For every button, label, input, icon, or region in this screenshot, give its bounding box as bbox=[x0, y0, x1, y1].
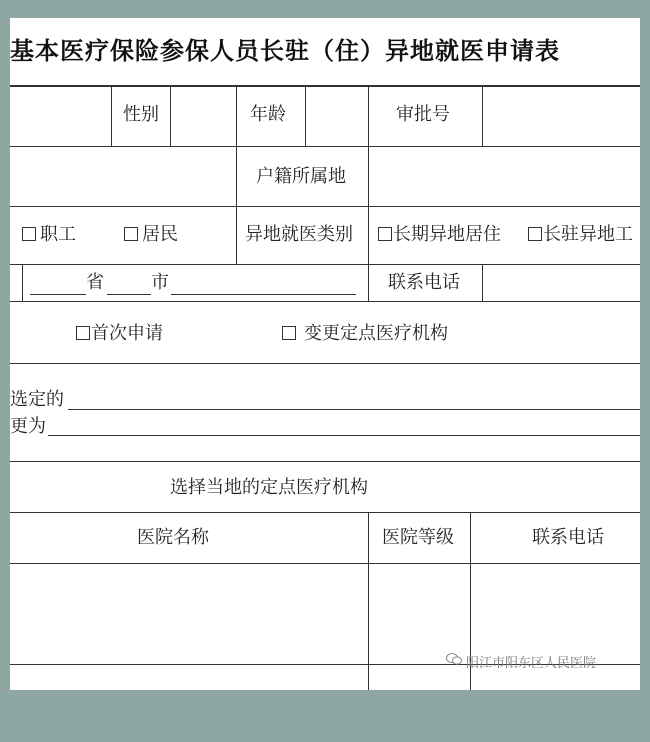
phone-label: 联系电话 bbox=[388, 272, 460, 293]
rule bbox=[482, 85, 483, 146]
change-to-blank[interactable] bbox=[48, 435, 640, 436]
rule bbox=[368, 85, 369, 146]
checkbox-icon bbox=[282, 326, 296, 340]
local-institution-title: 选择当地的定点医疗机构 bbox=[170, 477, 368, 498]
selected-label: 选定的 bbox=[10, 389, 64, 410]
long-term-residence-option[interactable]: 长期异地居住 bbox=[378, 224, 501, 246]
province-blank[interactable] bbox=[30, 294, 86, 295]
rule bbox=[368, 264, 369, 301]
resident-option[interactable]: 居民 bbox=[124, 224, 178, 246]
checkbox-icon bbox=[124, 227, 138, 241]
rule bbox=[10, 563, 640, 564]
rule bbox=[10, 206, 640, 207]
first-application-option[interactable]: 首次申请 bbox=[76, 323, 163, 345]
checkbox-icon bbox=[528, 227, 542, 241]
city-suffix: 市 bbox=[151, 272, 169, 293]
col-hospital-name: 医院名称 bbox=[137, 527, 209, 548]
rule bbox=[170, 85, 171, 146]
rule bbox=[10, 146, 640, 147]
application-form bbox=[10, 18, 640, 690]
form-title: 基本医疗保险参保人员长驻（住）异地就医申请表 bbox=[10, 37, 560, 65]
change-to-label: 更为 bbox=[10, 416, 46, 437]
change-institution-option[interactable]: 变更定点医疗机构 bbox=[282, 323, 448, 345]
rule bbox=[22, 264, 23, 301]
checkbox-icon bbox=[22, 227, 36, 241]
wechat-icon bbox=[446, 652, 462, 666]
age-label: 年龄 bbox=[250, 104, 286, 125]
rule bbox=[368, 146, 369, 264]
rule bbox=[482, 264, 483, 301]
rule bbox=[10, 461, 640, 462]
rule bbox=[111, 85, 112, 146]
rule bbox=[305, 85, 306, 146]
rule bbox=[10, 363, 640, 364]
household-label: 户籍所属地 bbox=[256, 166, 346, 187]
checkbox-icon bbox=[76, 326, 90, 340]
rule bbox=[236, 146, 237, 264]
rule bbox=[10, 264, 640, 265]
rule bbox=[10, 85, 640, 87]
province-suffix: 省 bbox=[86, 272, 104, 293]
employee-option[interactable]: 职工 bbox=[22, 224, 76, 246]
gender-label: 性别 bbox=[123, 104, 159, 125]
col-hospital-level: 医院等级 bbox=[382, 527, 454, 548]
rule bbox=[236, 85, 237, 146]
rule bbox=[10, 512, 640, 513]
checkbox-icon bbox=[378, 227, 392, 241]
stationed-work-option[interactable]: 长驻异地工 bbox=[528, 224, 633, 246]
rule bbox=[368, 512, 369, 690]
watermark-text: 阳江市阳东区人民医院 bbox=[466, 656, 597, 671]
approval-number-label: 审批号 bbox=[396, 104, 450, 125]
address-blank[interactable] bbox=[171, 294, 356, 295]
selected-blank[interactable] bbox=[68, 409, 640, 410]
rule bbox=[10, 301, 640, 302]
city-blank[interactable] bbox=[107, 294, 151, 295]
col-phone: 联系电话 bbox=[532, 527, 604, 548]
category-label: 异地就医类别 bbox=[245, 224, 353, 245]
